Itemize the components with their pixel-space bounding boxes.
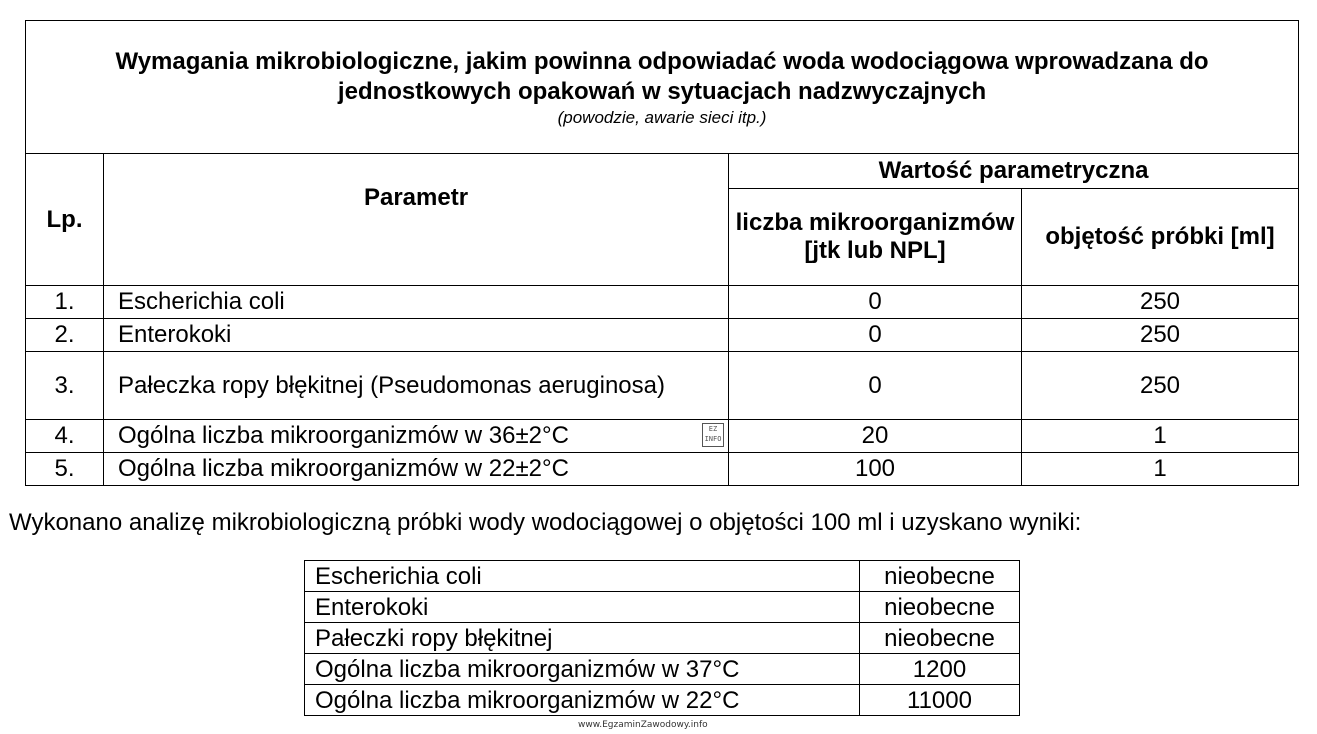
row-count: 0 bbox=[729, 286, 1022, 319]
result-name: Ogólna liczba mikroorganizmów w 37°C bbox=[305, 654, 860, 685]
title-row bbox=[26, 21, 1299, 154]
table-title: Wymagania mikrobiologiczne, jakim powinna odpowiadać woda wodociągowa wprowadzana do jednostkowych opakowań w sytuacjach nadzwyczajnych bbox=[115, 48, 1209, 105]
row-volume: 250 bbox=[1022, 319, 1299, 352]
requirements-table bbox=[25, 20, 1299, 486]
row-lp: 1. bbox=[26, 286, 104, 319]
result-name: Pałeczki ropy błękitnej bbox=[305, 623, 860, 654]
result-value: 11000 bbox=[860, 685, 1020, 716]
table-row bbox=[26, 453, 1299, 486]
row-volume: 1 bbox=[1022, 420, 1299, 453]
result-row bbox=[305, 592, 1020, 623]
table-row bbox=[26, 319, 1299, 352]
row-count: 100 bbox=[729, 453, 1022, 486]
row-count: 20 bbox=[729, 420, 1022, 453]
result-name: Enterokoki bbox=[305, 592, 860, 623]
result-name: Ogólna liczba mikroorganizmów w 22°C bbox=[305, 685, 860, 716]
row-lp: 4. bbox=[26, 420, 104, 453]
table-subtitle: (powodzie, awarie sieci itp.) bbox=[557, 108, 767, 127]
header-parameter: Parametr bbox=[104, 154, 729, 286]
table-title-cell bbox=[26, 21, 1299, 154]
header-count: liczba mikroorganizmów [jtk lub NPL] bbox=[729, 189, 1022, 286]
header-volume: objętość próbki [ml] bbox=[1022, 189, 1299, 286]
row-count: 0 bbox=[729, 352, 1022, 420]
ez-info-logo: EZ INFO bbox=[702, 423, 724, 447]
row-volume: 1 bbox=[1022, 453, 1299, 486]
row-parameter: Pałeczka ropy błękitnej (Pseudomonas aeruginosa) bbox=[104, 352, 729, 420]
analysis-intro-text: Wykonano analizę mikrobiologiczną próbki wody wodociągowej o objętości 100 ml i uzyskano wyniki: bbox=[9, 509, 1082, 536]
result-value: 1200 bbox=[860, 654, 1020, 685]
result-row bbox=[305, 654, 1020, 685]
header-parametric-value: Wartość parametryczna bbox=[729, 154, 1299, 189]
table-row bbox=[26, 286, 1299, 319]
header-row-1 bbox=[26, 154, 1299, 189]
row-lp: 5. bbox=[26, 453, 104, 486]
table-row bbox=[26, 420, 1299, 453]
header-lp: Lp. bbox=[26, 154, 104, 286]
table-row bbox=[26, 352, 1299, 420]
row-parameter: Ogólna liczba mikroorganizmów w 36±2°C bbox=[118, 422, 569, 449]
result-value: nieobecne bbox=[860, 592, 1020, 623]
watermark: www.EgzaminZawodowy.info bbox=[578, 720, 708, 730]
result-value: nieobecne bbox=[860, 561, 1020, 592]
row-parameter-cell bbox=[104, 420, 729, 453]
row-volume: 250 bbox=[1022, 352, 1299, 420]
result-row bbox=[305, 561, 1020, 592]
row-lp: 2. bbox=[26, 319, 104, 352]
result-value: nieobecne bbox=[860, 623, 1020, 654]
row-count: 0 bbox=[729, 319, 1022, 352]
result-name: Escherichia coli bbox=[305, 561, 860, 592]
row-lp: 3. bbox=[26, 352, 104, 420]
result-row bbox=[305, 685, 1020, 716]
result-row bbox=[305, 623, 1020, 654]
row-volume: 250 bbox=[1022, 286, 1299, 319]
row-parameter: Enterokoki bbox=[104, 319, 729, 352]
results-table bbox=[304, 560, 1020, 716]
row-parameter: Escherichia coli bbox=[104, 286, 729, 319]
row-parameter: Ogólna liczba mikroorganizmów w 22±2°C bbox=[104, 453, 729, 486]
